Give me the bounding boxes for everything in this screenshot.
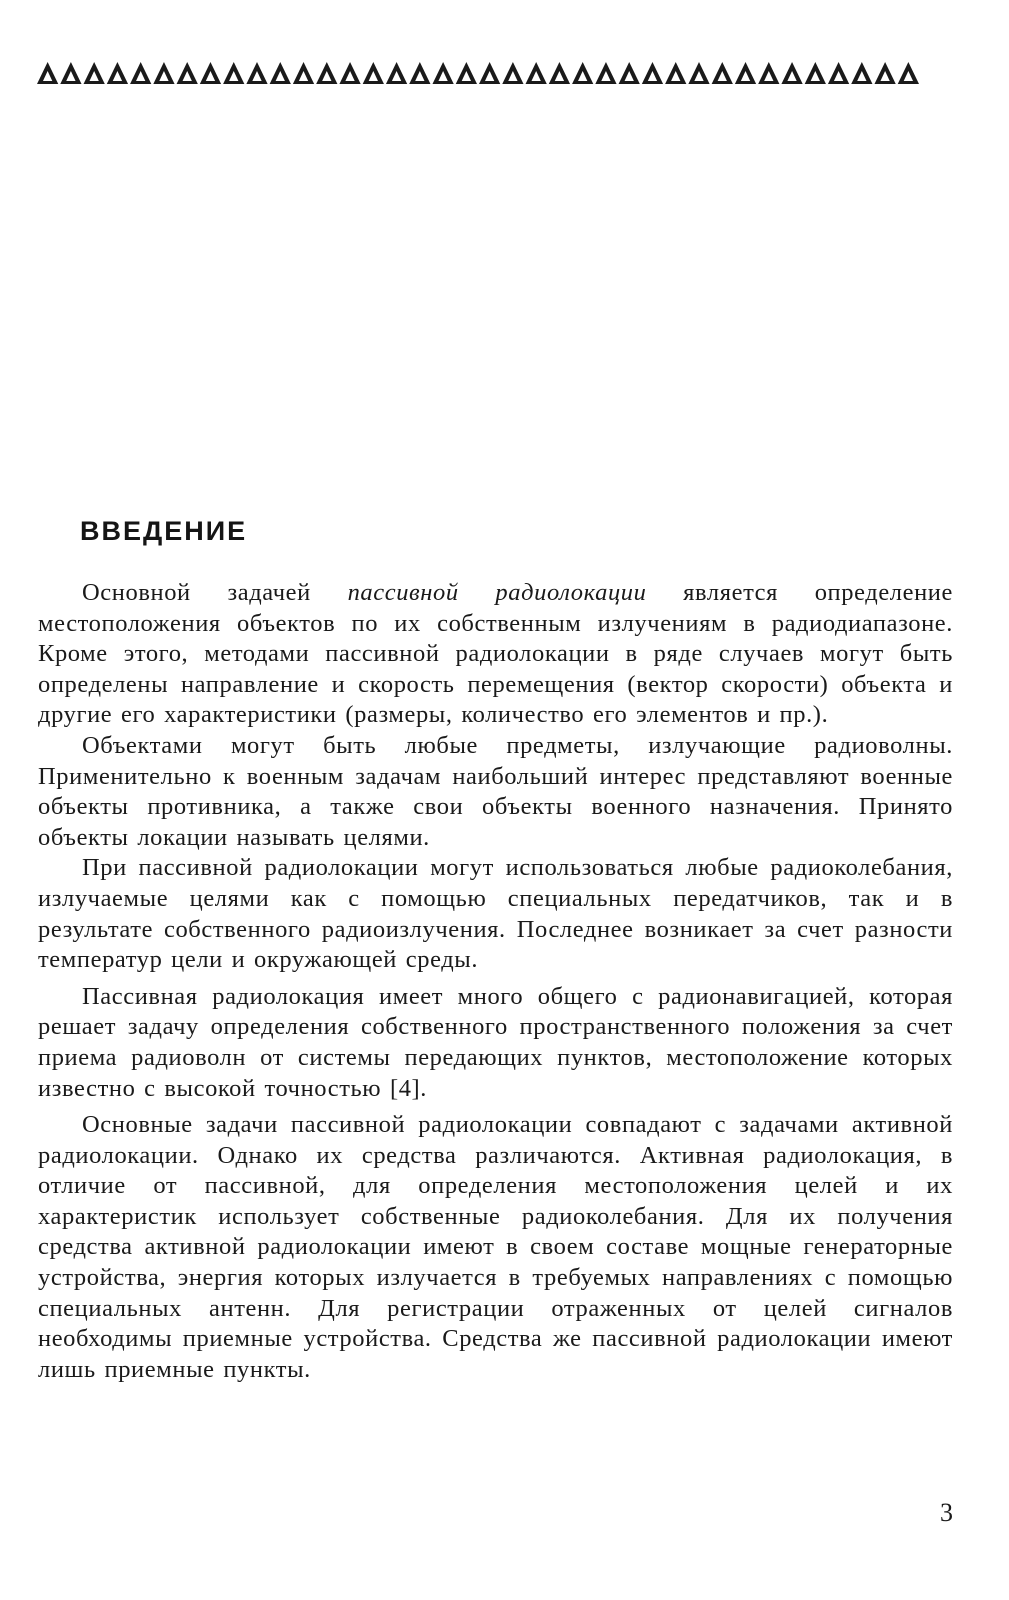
body-text xyxy=(38,578,953,1385)
paragraph-1-rest: является определение местоположения объектов по их собственным излучениям в радиодиапазоне. Кроме этого, методами пассивной радиолокации в ряде случаев могут быть определены направление и скорость перемещения (вектор скорости) объекта и другие его характеристики (размеры, количество его элементов и пр.). xyxy=(38,579,953,729)
paragraph-1-start: Основной задачей xyxy=(82,579,348,606)
paragraph-1 xyxy=(38,578,953,731)
page-number: 3 xyxy=(940,1498,953,1527)
paragraph-3: При пассивной радиолокации могут использоваться любые радиоколебания, излучаемые целями как с помощью специальных передатчиков, так и в результате собственного радиоизлучения. Последнее возникает за счет разности температур цели и окружающей среды. xyxy=(38,854,953,974)
decorative-border xyxy=(36,60,920,86)
paragraph-2: Объектами могут быть любые предметы, излучающие радиоволны. Применительно к военным задачам наибольший интерес представляют военные объекты противника, а также свои объекты военного назначения. Принято объекты локации называть целями. xyxy=(38,731,953,851)
term-passive-radiolocation: пассивной радиолокации xyxy=(347,579,647,606)
paragraph-4: Пассивная радиолокация имеет много общего с радионавигацией, которая решает задачу определения собственного пространственного положения за счет приема радиоволн от системы передающих пунктов, местоположение которых известно с высокой точностью [4]. xyxy=(38,982,953,1102)
paragraph-5: Основные задачи пассивной радиолокации совпадают с задачами активной радиолокации. Однако их средства различаются. Активная радиолокация, в отличие от пассивной, для определения местоположения целей и их характеристик использует собственные радиоколебания. Для их получения средства активной радиолокации имеют в своем составе мощные генераторные устройства, энергия которых излучается в требуемых направлениях с помощью специальных антенн. Для регистрации отраженных от целей сигналов необходимы приемные устройства. Средства же пассивной радиолокации имеют лишь приемные пункты. xyxy=(38,1111,953,1383)
section-heading: ВВЕДЕНИЕ xyxy=(80,516,248,546)
